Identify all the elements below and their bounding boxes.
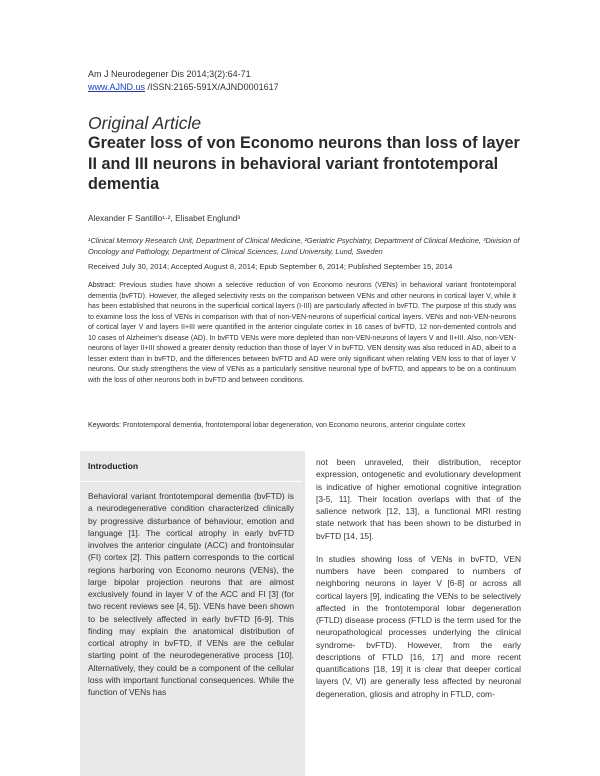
journal-citation: Am J Neurodegener Dis 2014;3(2):64-71	[88, 69, 251, 79]
journal-url-link[interactable]: www.AJND.us	[88, 81, 146, 92]
introduction-paragraph-3: In studies showing loss of VENs in bvFTD, VEN numbers have been compared to numbers of neighboring neurons in layer V [6-8] or across all cortical layers [9], indicating the VENs to be selectively affected in the frontotemporal lobar degeneration (FTLD) disease process (FTLD is the term used for the neuropathological processes underlying the clinical syndrome- bvFTD). However, from the early descriptions of FTLD [16, 17] and more recent quantifications [18, 19] it is clear that deeper cortical layers (V, VI) are generally less affected by neuronal degeneration, gliosis and atrophy in FTLD, com-	[316, 553, 521, 699]
author-list: Alexander F Santillo¹·², Elisabet Englund³	[88, 213, 241, 223]
journal-links	[88, 81, 279, 94]
introduction-paragraph-2: not been unraveled, their distribution, receptor expression, ontogenetic and evolutionary development is indicative of higher emotional cognitive integration [3-5, 11]. Their location overlaps with that of the salience network [12, 13], a functional MRI resting state network that has been shown to be disturbed in bvFTD [14, 15].	[316, 457, 521, 541]
journal-issn: /ISSN:2165-591X/AJND0001617	[145, 81, 279, 92]
abstract-label: Abstract:	[88, 282, 116, 289]
abstract-text: Previous studies have shown a selective reduction of von Economo neurons (VENs) in behavioral variant frontotemporal dementia (bvFTD). However, the alleged selectivity rests on the comparison between VENs and other neurons in cortical layer V, while it has been established that neurons in the superficial cortical layers (I-III) are particularly affected in bvFTD. The purpose of this study was to examine loss the loss of VENs in comparison with that of non-VEN-neurons of superficial cortical layers. VENs and non-VEN-neurons of cortical layer V and layers II+III were quantified in the anterior cingulate cortex in 16 cases of bvFTD, 12 non-demented controls and 10 cases of Alzheimer's disease (AD). In bvFTD VENs were more depleted than non-VEN-neurons of layers V and II+III. Also, non-VEN-neurons of layer II+III showed a greater density reduction than those of layer V in bvFTD. VEN density was also reduced in AD, albeit to a lesser extent than in bvFTD, and the differences between bvFTD and AD were only significant when relating VEN loss to that of layer V neurons. Our study strengthens the view of VENs as a particularly sensitive neuronal type of bvFTD, and appears to be on a continuum with the loss of other neurons both in bvFTD and between conditions.	[88, 282, 516, 384]
affiliations: ¹Clinical Memory Research Unit, Department of Clinical Medicine, ²Geriatric Psychiatry, Department of Clinical Medicine, ³Division of Oncology and Pathology, Department of Clinical Sciences, Lund University, Lund, Sweden	[88, 236, 520, 256]
abstract	[88, 281, 516, 386]
article-title: Greater loss of von Economo neurons than loss of layer II and III neurons in behavioral variant frontotemporal dementia	[88, 134, 520, 193]
keywords	[88, 421, 516, 432]
left-column	[80, 451, 305, 776]
journal-header	[88, 68, 279, 93]
keywords-label: Keywords:	[88, 422, 121, 429]
article-type-label: Original Article	[88, 113, 202, 133]
introduction-paragraph-1: Behavioral variant frontotemporal dementia (bvFTD) is a neurodegenerative condition characterized clinically by progressive disturbance of behaviour, emotion and language [1]. The cortical atrophy in early bvFTD involves the anterior cingulate (ACC) and frontoinsular (FI) cortex [2]. This pattern corresponds to the cortical regions harboring von Economo neurons (VENs), the large bipolar projection neurons that are almost exclusively found in layer V of the ACC and FI [3] (for two recent reviews see [4, 5]). VENs have been shown to be selectively affected in early bvFTD [6-9]. This finding may explain the anatomical distribution of cortical atrophy in bvFTD, if VENs are the cellular starting point of the neurodegenerative process [10]. Alternatively, they could be a component of the cellular loss with important functional consequences. While the function of VENs has	[88, 491, 294, 697]
right-column	[316, 456, 521, 711]
keywords-text: Frontotemporal dementia, frontotemporal lobar degeneration, von Economo neurons, anterior cingulate cortex	[120, 422, 466, 429]
publication-dates: Received July 30, 2014; Accepted August 8, 2014; Epub September 6, 2014; Published September 15, 2014	[88, 262, 453, 271]
introduction-heading: Introduction	[80, 451, 302, 482]
